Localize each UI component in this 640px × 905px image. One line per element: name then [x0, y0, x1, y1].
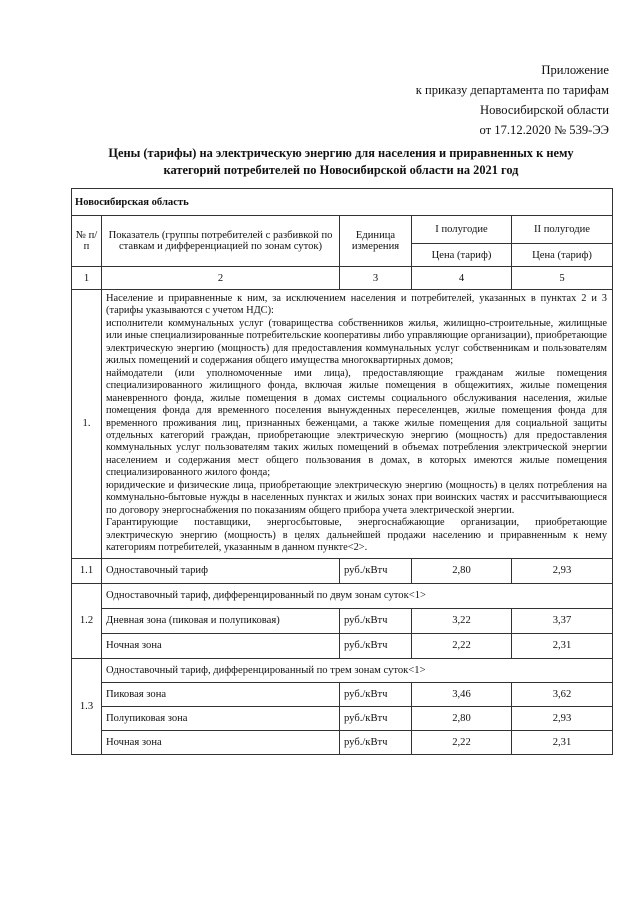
- section-1-num: 1.: [72, 290, 102, 559]
- table-row: [72, 633, 613, 658]
- table-row: [72, 706, 613, 730]
- row-price-h2: 2,31: [512, 730, 613, 754]
- row-unit: руб./кВтч: [340, 706, 412, 730]
- column-number: 3: [340, 267, 412, 290]
- table-row-1-1: [72, 558, 613, 583]
- title-line-1: Цены (тарифы) на электрическую энергию для населения и приравненных к нему: [108, 146, 574, 160]
- header-half-1: I полугодие: [412, 216, 512, 244]
- table-row: [72, 682, 613, 706]
- row-label: Ночная зона: [102, 730, 340, 754]
- row-price-h1: 2,22: [412, 633, 512, 658]
- tariff-table: [71, 188, 613, 755]
- row-price-h1: 2,22: [412, 730, 512, 754]
- row-label: Одноставочный тариф: [102, 558, 340, 583]
- row-price-h2: 2,93: [512, 558, 613, 583]
- row-unit: руб./кВтч: [340, 682, 412, 706]
- section-1-2-heading-row: [72, 583, 613, 608]
- section-1-paragraph: юридические и физические лица, приобретающие электрическую энергию (мощность) в целях потребления на коммунально-бытовые нужды в населенных пунктах и жилых зонах при воинских частях и рассчитывающиеся по договору энергоснабжения по показаниям общего прибора учета электрической энергии.: [106, 479, 608, 516]
- row-num: 1.1: [72, 558, 102, 583]
- header-unit: Единица измерения: [340, 216, 412, 267]
- appendix-line-4: от 17.12.2020 № 539-ЭЭ: [479, 123, 609, 137]
- appendix-line-3: Новосибирской области: [480, 103, 609, 117]
- header-price-1: Цена (тариф): [412, 244, 512, 267]
- row-unit: руб./кВтч: [340, 558, 412, 583]
- appendix-line-1: Приложение: [541, 63, 609, 77]
- header-row: [72, 216, 613, 244]
- row-price-h1: 3,22: [412, 608, 512, 633]
- header-num: № п/п: [72, 216, 102, 267]
- header-indicator: Показатель (группы потребителей с разбивкой по ставкам и дифференциацией по зонам суток): [102, 216, 340, 267]
- column-number: 2: [102, 267, 340, 290]
- row-price-h2: 2,93: [512, 706, 613, 730]
- region-name: Новосибирская область: [72, 189, 613, 216]
- column-number: 1: [72, 267, 102, 290]
- row-label: Ночная зона: [102, 633, 340, 658]
- section-1-3-num: 1.3: [72, 658, 102, 754]
- appendix-line-2: к приказу департамента по тарифам: [415, 83, 609, 97]
- section-1-description: [102, 290, 613, 559]
- section-1-3-heading-row: [72, 658, 613, 682]
- section-1-2-heading: Одноставочный тариф, дифференцированный по двум зонам суток<1>: [102, 583, 613, 608]
- section-1-2-num: 1.2: [72, 583, 102, 658]
- section-1-paragraph: Гарантирующие поставщики, энергосбытовые, энергоснабжающие организации, приобретающие электрическую энергию (мощность) в целях дальнейшей продажи населению и приравненным к нему категориям потребителей, указанным в данном пункте<2>.: [106, 517, 608, 554]
- region-row: [72, 189, 613, 216]
- appendix-block: [416, 60, 609, 140]
- row-price-h2: 3,37: [512, 608, 613, 633]
- section-1-paragraph: исполнители коммунальных услуг (товарищества собственников жилья, жилищно-строительные, жилищные или иные специализированные потребительские кооперативы либо управляющие организации), приобретающие электрическую энергию (мощность) для предоставления коммунальных услуг собственникам и пользователям жилых помещений и содержания общего имущества многоквартирных домов;: [106, 317, 608, 367]
- title-line-2: категорий потребителей по Новосибирской области на 2021 год: [163, 163, 519, 177]
- row-unit: руб./кВтч: [340, 633, 412, 658]
- document-title: [72, 145, 610, 179]
- section-1-paragraph: Население и приравненные к ним, за исключением населения и потребителей, указанных в пунктах 2 и 3 (тарифы указываются с учетом НДС):: [106, 293, 608, 317]
- header-price-2: Цена (тариф): [512, 244, 613, 267]
- row-label: Дневная зона (пиковая и полупиковая): [102, 608, 340, 633]
- row-price-h2: 2,31: [512, 633, 613, 658]
- row-price-h2: 3,62: [512, 682, 613, 706]
- row-label: Пиковая зона: [102, 682, 340, 706]
- row-unit: руб./кВтч: [340, 608, 412, 633]
- column-number: 5: [512, 267, 613, 290]
- column-numbers-row: [72, 267, 613, 290]
- section-1-row: [72, 290, 613, 559]
- row-price-h1: 2,80: [412, 558, 512, 583]
- table-row: [72, 608, 613, 633]
- row-label: Полупиковая зона: [102, 706, 340, 730]
- row-unit: руб./кВтч: [340, 730, 412, 754]
- row-price-h1: 2,80: [412, 706, 512, 730]
- header-half-2: II полугодие: [512, 216, 613, 244]
- section-1-3-heading: Одноставочный тариф, дифференцированный по трем зонам суток<1>: [102, 658, 613, 682]
- row-price-h1: 3,46: [412, 682, 512, 706]
- table-row: [72, 730, 613, 754]
- section-1-paragraph: наймодатели (или уполномоченные ими лица), предоставляющие гражданам жилые помещения специализированного жилищного фонда, включая жилые помещения в общежитиях, жилые помещения маневренного фонда, жилые помещения в домах системы социального обслуживания населения, жилые помещения фонда для временного поселения вынужденных переселенцев, жилые помещения фонда для временного проживания лиц, признанных беженцами, а также жилые помещения для социальной защиты отдельных категорий граждан, приобретающие электрическую энергию (мощность) для предоставления коммунальных услуг пользователям таких жилых помещений в объемах потребления электрической энергии населением и содержания мест общего пользования в домах, в которых имеются жилые помещения специализированного жилого фонда;: [106, 367, 608, 479]
- column-number: 4: [412, 267, 512, 290]
